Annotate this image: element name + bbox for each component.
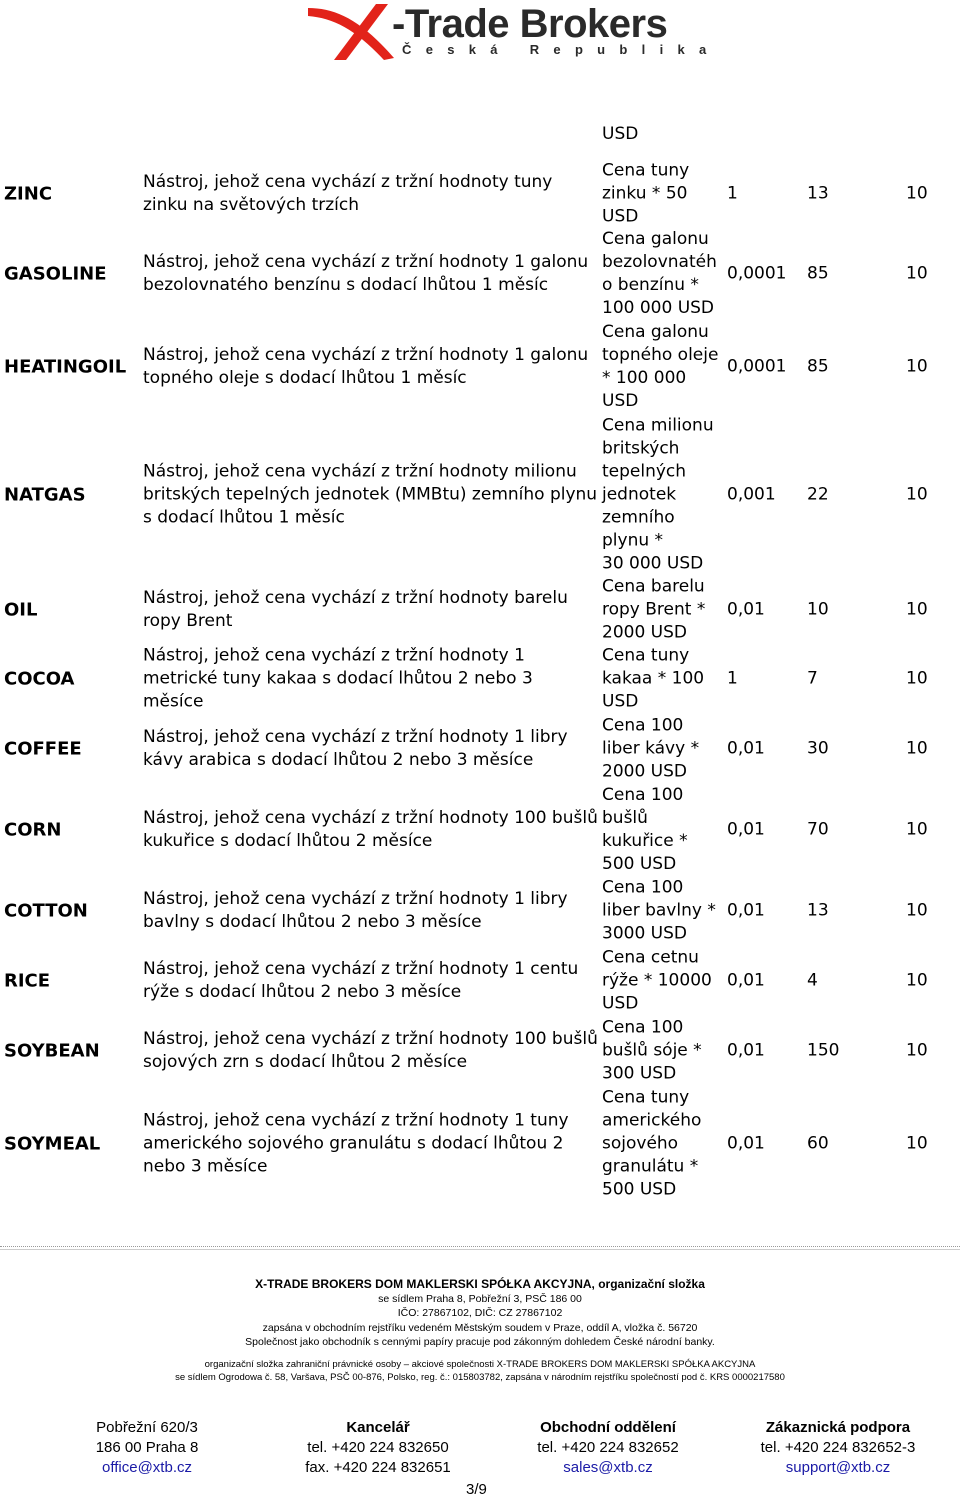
description: Nástroj, jehož cena vychází z tržní hodnoty 1 centu rýže s dodací lhůtou 2 nebo 3 měsíce (143, 959, 579, 1002)
price: Cena 100 liber bavlny * 3000 USD (602, 877, 716, 944)
company-name: X-TRADE BROKERS DOM MAKLERSKI SPÓŁKA AKCYJNA, organizační složka (255, 1277, 705, 1291)
price: Cena milionu britských tepelných jednotek zemního plynu * 30 000 USD (602, 415, 714, 574)
contact-sales (508, 1418, 708, 1478)
value-2: 60 (807, 1133, 829, 1154)
contact-office (278, 1418, 478, 1478)
table-row (0, 1016, 960, 1086)
contact-title: Kancelář (346, 1419, 410, 1436)
value-1: 1 (727, 668, 738, 689)
brand-subtitle: Česká Republika (402, 42, 721, 57)
price: Cena tuny zinku * 50 USD (602, 160, 690, 227)
page-number: 3/9 (466, 1481, 487, 1498)
footer-divider (0, 1246, 960, 1247)
value-2: 85 (807, 356, 829, 377)
table-row (0, 228, 960, 320)
legal-line: Společnost jako obchodník s cennými papíry pracuje pod zákonným dohledem České národní banky. (245, 1336, 715, 1348)
legal-line: organizační složka zahraniční právnické osoby – akciové společnosti X-TRADE BROKERS DOM MAKLERSKI SPÓŁKA AKCYJNA (204, 1359, 756, 1370)
value-3: 10 (906, 668, 928, 689)
value-3: 10 (906, 1133, 928, 1154)
legal-line: se sídlem Ogrodowa č. 58, Varšava, PSČ 00-876, Polsko, reg. č.: 015803782, zapsána v národním rejstříku společností pod č. KRS 0000217580 (175, 1372, 785, 1383)
symbol: COFFEE (4, 738, 82, 760)
sales-email-link[interactable]: sales@xtb.cz (563, 1459, 653, 1476)
price: Cena 100 bušlů sóje * 300 USD (602, 1017, 702, 1084)
value-3: 10 (906, 738, 928, 759)
description: Nástroj, jehož cena vychází z tržní hodnoty 100 bušlů sojových zrn s dodací lhůtou 2 měsíce (143, 1029, 598, 1072)
table-row (0, 946, 960, 1016)
value-3: 10 (906, 356, 928, 377)
legal-block-2 (0, 1358, 960, 1384)
value-2: 30 (807, 738, 829, 759)
value-1: 0,01 (727, 900, 765, 921)
value-2: 150 (807, 1040, 840, 1061)
symbol: RICE (4, 970, 51, 992)
price: Cena 100 bušlů kukuřice * 500 USD (602, 785, 688, 874)
x-logo-icon (306, 0, 406, 64)
symbol: HEATINGOIL (4, 356, 127, 378)
symbol: ZINC (4, 183, 53, 205)
value-2: 10 (807, 599, 829, 620)
value-1: 0,01 (727, 1040, 765, 1061)
value-3: 10 (906, 183, 928, 204)
price: Cena galonu bezolovnatéh o benzínu * 100 000 USD (602, 229, 717, 318)
value-1: 0,01 (727, 970, 765, 991)
value-3: 10 (906, 819, 928, 840)
value-1: 0,01 (727, 1133, 765, 1154)
contact-title: Pobřežní 620/3 (96, 1419, 198, 1436)
description: Nástroj, jehož cena vychází z tržní hodnoty barelu ropy Brent (143, 588, 568, 631)
value-1: 0,001 (727, 484, 776, 505)
price: Cena galonu topného oleje * 100 000 USD (602, 322, 719, 411)
legal-line: se sídlem Praha 8, Pobřežní 3, PSČ 186 00 (378, 1292, 582, 1305)
value-3: 10 (906, 1040, 928, 1061)
description: Nástroj, jehož cena vychází z tržní hodnoty 1 libry kávy arabica s dodací lhůtou 2 nebo 3 měsíce (143, 727, 568, 770)
table-row (0, 714, 960, 784)
table-row (0, 576, 960, 644)
legal-block (0, 1277, 960, 1350)
table-row (0, 320, 960, 414)
value-1: 0,01 (727, 738, 765, 759)
table-row (0, 160, 960, 228)
table-row (0, 784, 960, 876)
contact-line: tel. +420 224 832652-3 (760, 1439, 916, 1456)
table-row (0, 414, 960, 576)
contact-address (47, 1418, 247, 1478)
contact-line: fax. +420 224 832651 (305, 1459, 451, 1476)
description: Nástroj, jehož cena vychází z tržní hodnoty 1 galonu topného oleje s dodací lhůtou 1 měsíc (143, 345, 589, 388)
price: Cena barelu ropy Brent * 2000 USD (602, 576, 706, 643)
value-1: 1 (727, 183, 738, 204)
value-2: 85 (807, 263, 829, 284)
value-3: 10 (906, 900, 928, 921)
value-3: 10 (906, 599, 928, 620)
value-2: 4 (807, 970, 818, 991)
support-email-link[interactable]: support@xtb.cz (785, 1459, 891, 1476)
contact-title: Obchodní oddělení (540, 1419, 676, 1436)
legal-line: zapsána v obchodním rejstříku vedeném Městským soudem v Praze, oddíl A, vložka č. 56720 (262, 1321, 698, 1334)
price: Cena 100 liber kávy * 2000 USD (602, 715, 700, 782)
contact-line: tel. +420 224 832652 (537, 1439, 679, 1456)
symbol: GASOLINE (4, 263, 107, 285)
price: Cena cetnu rýže * 10000 USD (602, 947, 712, 1014)
symbol: NATGAS (4, 484, 86, 506)
symbol: CORN (4, 819, 62, 841)
contact-title: Zákaznická podpora (765, 1419, 911, 1436)
table-row (0, 876, 960, 946)
contact-line: 186 00 Praha 8 (95, 1439, 199, 1456)
description: Nástroj, jehož cena vychází z tržní hodnoty 1 metrické tuny kakaa s dodací lhůtou 2 nebo 3 měsíce (143, 645, 533, 712)
value-2: 7 (807, 668, 818, 689)
description: Nástroj, jehož cena vychází z tržní hodnoty tuny zinku na světových trzích (143, 172, 553, 215)
value-1: 0,0001 (727, 356, 787, 377)
symbol: OIL (4, 599, 38, 621)
value-3: 10 (906, 484, 928, 505)
value-1: 0,0001 (727, 263, 787, 284)
table-row (0, 644, 960, 714)
description: Nástroj, jehož cena vychází z tržní hodnoty 1 galonu bezolovnatého benzínu s dodací lhůtou 1 měsíc (143, 252, 589, 295)
value-3: 10 (906, 263, 928, 284)
symbol: SOYBEAN (4, 1040, 100, 1062)
brand-name: -Trade Brokers (392, 2, 668, 46)
description: Nástroj, jehož cena vychází z tržní hodnoty 1 tuny amerického sojového granulátu s dodací lhůtou 2 nebo 3 měsíce (143, 1110, 569, 1177)
table-row (0, 1086, 960, 1202)
symbol: SOYMEAL (4, 1133, 101, 1155)
description: Nástroj, jehož cena vychází z tržní hodnoty 100 bušlů kukuřice s dodací lhůtou 2 měsíce (143, 808, 598, 851)
value-2: 13 (807, 183, 829, 204)
brand-logo (306, 0, 721, 64)
usd-column-header: USD (602, 124, 639, 144)
value-3: 10 (906, 970, 928, 991)
value-1: 0,01 (727, 599, 765, 620)
contact-line: tel. +420 224 832650 (307, 1439, 449, 1456)
price: Cena tuny amerického sojového granulátu * 500 USD (602, 1087, 702, 1200)
symbol: COCOA (4, 668, 75, 690)
footer-divider (0, 1249, 960, 1250)
value-2: 70 (807, 819, 829, 840)
description: Nástroj, jehož cena vychází z tržní hodnoty 1 libry bavlny s dodací lhůtou 2 nebo 3 měsíce (143, 889, 568, 932)
value-2: 13 (807, 900, 829, 921)
value-1: 0,01 (727, 819, 765, 840)
office-email-link[interactable]: office@xtb.cz (102, 1459, 192, 1476)
description: Nástroj, jehož cena vychází z tržní hodnoty milionu britských tepelných jednotek (MMBtu) zemního plynu s dodací lhůtou 1 měsíc (143, 461, 598, 528)
legal-line: IČO: 27867102, DIČ: CZ 27867102 (397, 1307, 563, 1319)
price: Cena tuny kakaa * 100 USD (602, 645, 705, 712)
contact-support (738, 1418, 938, 1478)
value-2: 22 (807, 484, 829, 505)
symbol: COTTON (4, 900, 88, 922)
